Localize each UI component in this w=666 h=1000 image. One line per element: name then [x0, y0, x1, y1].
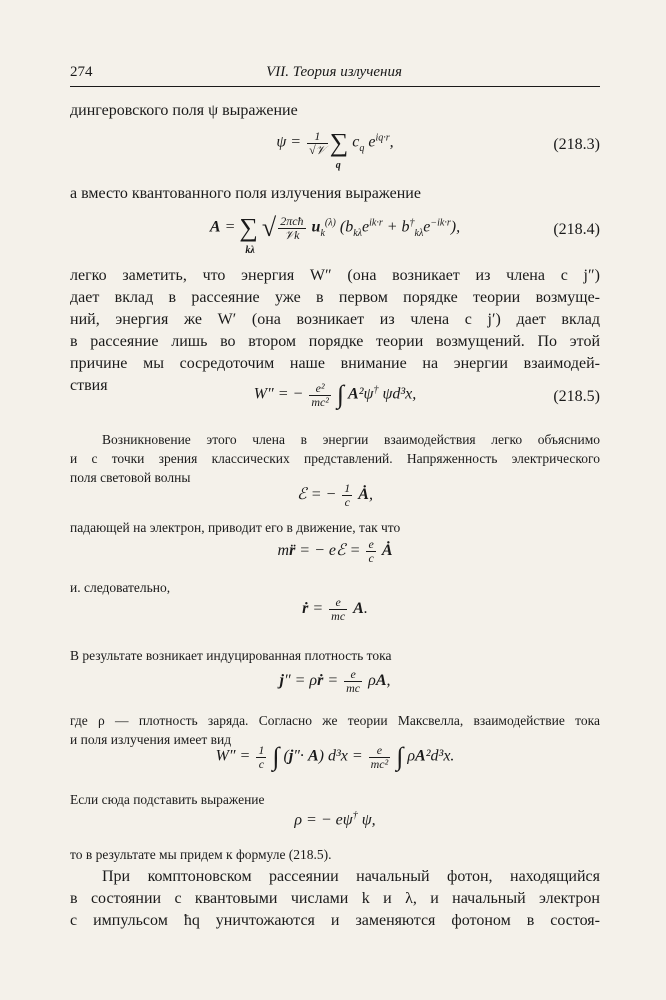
paragraph: то в результате мы придем к формуле (218.5). — [70, 847, 332, 862]
formula: ℰ = − $\frac{1}{c}$ Ȧ, — [297, 481, 373, 509]
formula: W″ = $\frac{1}{c}$ ∫ (j″· A) d³x = $\frac{e}{\text{mc²}}$ ∫ ρA²d³x. — [215, 742, 455, 771]
paragraph-line: легко заметить, что энергия W″ (она возникает из члена с j″) — [70, 267, 600, 284]
equation-number: (218.4) — [553, 221, 600, 238]
paragraph: Если сюда подставить выражение — [70, 792, 265, 807]
paragraph-line: причине мы сосредоточим наше внимание на энергии взаимодей- — [70, 355, 600, 372]
paragraph-line: Возникновение этого члена в энергии взаимодействия легко объяснимо — [102, 432, 600, 447]
paragraph: В результате возникает индуцированная плотность тока — [70, 648, 392, 663]
formula: mr̈ = − eℰ = $\frac{e}{c}$ Ȧ — [277, 537, 393, 565]
paragraph-line: дает вклад в рассеяние уже в первом порядке теории возмуще- — [70, 289, 600, 306]
paragraph-line: ствия — [70, 377, 108, 394]
paragraph-line: где ρ — плотность заряда. Согласно же теории Максвелла, взаимодействие тока — [70, 713, 600, 728]
paragraph-line: При комптоновском рассеянии начальный фотон, находящийся — [102, 868, 600, 885]
formula: ṙ = $\frac{e}{mc}$ A. — [302, 595, 368, 623]
paragraph: падающей на электрон, приводит его в движение, так что — [70, 520, 401, 535]
equation-number: (218.5) — [553, 388, 600, 405]
equation-velocity — [70, 596, 600, 636]
running-title: VII. Теория излучения — [266, 64, 402, 80]
paragraph: а вместо квантованного поля излучения выражение — [70, 185, 421, 202]
paragraph-line: в рассеяние лишь во втором порядке теории возмущений. По этой — [70, 333, 600, 350]
paragraph-line: ний, энергия же W′ (она возникает из члена с j′) дает вклад — [70, 311, 600, 328]
paragraph-line: и поля излучения имеет вид — [70, 732, 232, 747]
paragraph-line: и с точки зрения классических представлений. Напряженность электрического — [70, 451, 600, 466]
equation-density — [70, 810, 600, 850]
formula: ρ = − eψ† ψ, — [294, 810, 376, 829]
equation-218-4 — [70, 213, 600, 256]
equation-number: (218.3) — [553, 136, 600, 153]
header-rule — [70, 86, 600, 87]
page-number: 274 — [70, 64, 93, 80]
formula: W″ = − $\frac{\text{e²}}{\text{mc²}}$ ∫ A²ψ† ψd³x, — [253, 380, 417, 409]
paragraph-line: с импульсом ħq уничтожаются и заменяются фотоном в состоя- — [70, 912, 600, 929]
paragraph-line: в состоянии с квантовыми числами k и λ, и начальный электрон — [70, 890, 600, 907]
formula: ψ = 1 √𝒱 ∑ q $c_q$ $e^{iq\cdot r}$, — [276, 128, 394, 171]
formula: j″ = ρṙ = $\frac{e}{mc}$ ρA, — [279, 667, 391, 695]
paragraph: дингеровского поля ψ выражение — [70, 102, 298, 119]
paragraph: и. следовательно, — [70, 580, 171, 595]
equation-motion — [70, 538, 600, 578]
running-header — [70, 64, 598, 86]
paragraph-line: поля световой волны — [70, 470, 191, 485]
equation-interaction — [70, 742, 600, 782]
equation-218-3 — [70, 128, 600, 171]
equation-218-5 — [70, 380, 600, 420]
equation-current — [70, 668, 600, 708]
formula: A = ∑ kλ √ 2πcħ 𝒱k $u_k^{(\lambda)}$ $(b_{k\lambda}e^{ik\cdot r} + b^\dagger_{k\lambda}e^{-ik\cdot r})$, — [209, 213, 461, 256]
equation-field — [70, 482, 600, 522]
